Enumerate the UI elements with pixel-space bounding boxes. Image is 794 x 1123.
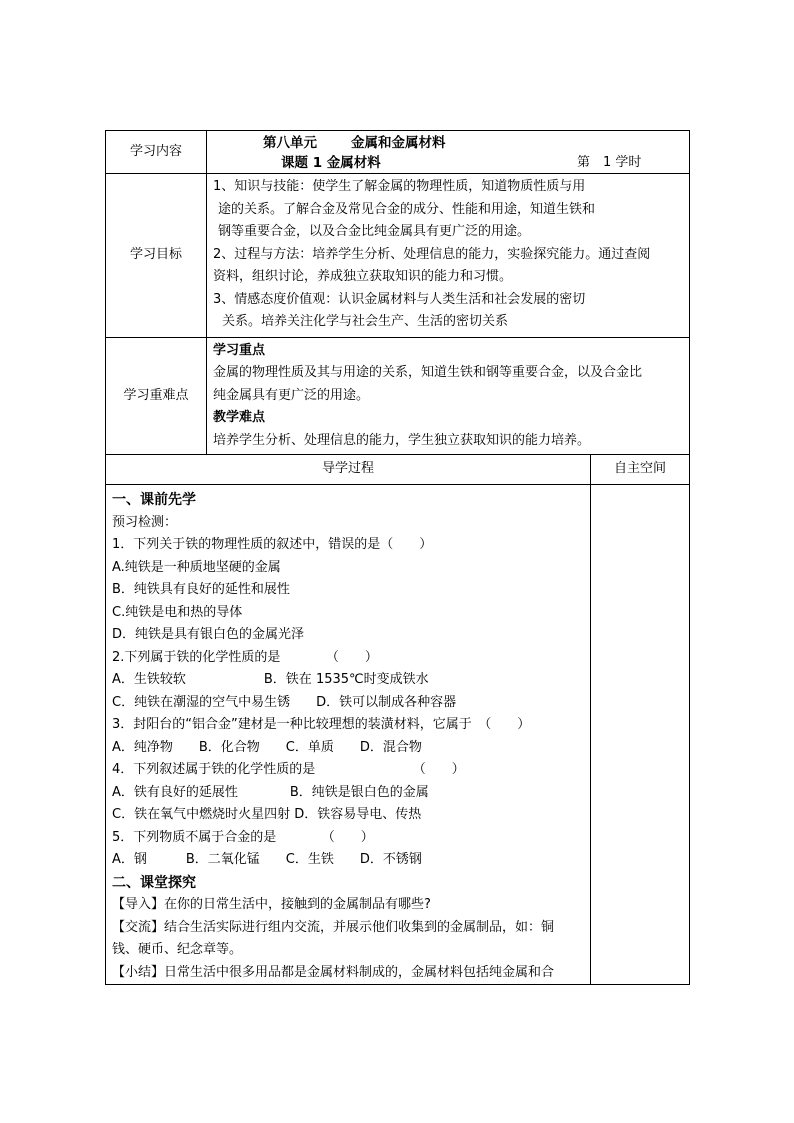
- keypoints-content: [207, 337, 690, 455]
- difficulty-line: 培养学生分析、处理信息的能力，学生独立获取知识的能力培养。: [213, 432, 591, 448]
- unit-number: 第八单元: [263, 135, 317, 151]
- question-line: 2.下列属于铁的化学性质的是 （ ）: [112, 649, 378, 665]
- question-line: C．铁在氧气中燃烧时火星四射 D．铁容易导电、传热: [112, 807, 422, 822]
- side-space-header: 自主空间: [591, 455, 690, 485]
- content-row: [106, 131, 690, 174]
- question-line: 5．下列物质不属于合金的是 （ ）: [112, 829, 374, 845]
- section-title: 二、课堂探究: [112, 874, 196, 891]
- question-line: A．钢 B．二氧化锰 C．生铁 D．不锈钢: [112, 852, 422, 867]
- content-label: 学习内容: [106, 131, 207, 174]
- keypoints-label: 学习重难点: [106, 337, 207, 455]
- unit-name: 金属和金属材料: [351, 135, 446, 151]
- process-content: [106, 485, 591, 985]
- objectives-label: 学习目标: [106, 174, 207, 338]
- side-space-area: [591, 485, 690, 985]
- question-line: A．铁有良好的延展性 B．纯铁是银白色的金属: [112, 784, 429, 800]
- lesson-title: 课题 1 金属材料: [281, 155, 381, 171]
- objective-line: 资料，组织讨论，养成独立获取知识的能力和习惯。: [213, 269, 513, 284]
- objective-line: 3、情感态度价值观：认识金属材料与人类生活和社会发展的密切: [213, 291, 586, 307]
- process-header: 导学过程: [106, 455, 591, 485]
- question-line: 1．下列关于铁的物理性质的叙述中，错误的是（ ）: [112, 537, 433, 552]
- question-line: A．生铁较软 B．铁在 1535℃时变成铁水: [112, 672, 429, 687]
- explore-line: 钱、硬币、纪念章等。: [112, 942, 243, 957]
- objectives-row: [106, 174, 690, 338]
- keypoints-row: [106, 337, 690, 455]
- process-body-row: [106, 485, 690, 985]
- class-period: 第 1 学时: [577, 155, 642, 170]
- objective-line: 钢等重要合金，以及合金比纯金属具有更广泛的用途。: [218, 224, 531, 239]
- explore-line: 【导入】在你的日常生活中，接触到的金属制品有哪些?: [112, 897, 431, 912]
- process-header-row: [106, 455, 690, 485]
- question-line: A．纯净物 B．化合物 C．单质 D．混合物: [112, 739, 422, 755]
- question-line: C.纯铁是电和热的导体: [112, 604, 243, 620]
- focus-heading: 学习重点: [213, 342, 266, 358]
- focus-line: 金属的物理性质及其与用途的关系，知道生铁和钢等重要合金，以及合金比: [213, 365, 643, 380]
- explore-line: 【交流】结合生活实际进行组内交流，并展示他们收集到的金属制品，如：铜: [112, 919, 555, 935]
- question-line: 3．封阳台的“铝合金”建材是一种比较理想的装潢材料，它属于 （ ）: [112, 717, 531, 732]
- question-line: B．纯铁具有良好的延性和展性: [112, 582, 290, 597]
- objective-line: 2、过程与方法：培养学生分析、处理信息的能力，实验探究能力。通过查阅: [213, 246, 651, 262]
- focus-line: 纯金属具有更广泛的用途。: [213, 387, 370, 403]
- section-title: 一、课前先学: [112, 492, 196, 508]
- question-line: 4．下列叙述属于铁的化学性质的是 （ ）: [112, 762, 465, 777]
- lesson-plan-table: [105, 130, 690, 985]
- objective-line: 关系。培养关注化学与社会生产、生活的密切关系: [222, 314, 509, 329]
- objectives-content: [207, 174, 690, 338]
- title-cell: [207, 131, 690, 174]
- difficulty-heading: 教学难点: [213, 410, 266, 425]
- objective-line: 途的关系。了解合金及常见合金的成分、性能和用途，知道生铁和: [218, 201, 596, 217]
- explore-line: 【小结】日常生活中很多用品都是金属材料制成的，金属材料包括纯金属和合: [112, 964, 555, 980]
- question-line: A.纯铁是一种质地坚硬的金属: [112, 559, 281, 575]
- question-line: C．纯铁在潮湿的空气中易生锈 D．铁可以制成各种容器: [112, 694, 457, 710]
- preview-label: 预习检测：: [112, 514, 178, 530]
- question-line: D．纯铁是具有银白色的金属光泽: [112, 627, 305, 642]
- objective-line: 1、知识与技能：使学生了解金属的物理性质，知道物质性质与用: [213, 179, 586, 194]
